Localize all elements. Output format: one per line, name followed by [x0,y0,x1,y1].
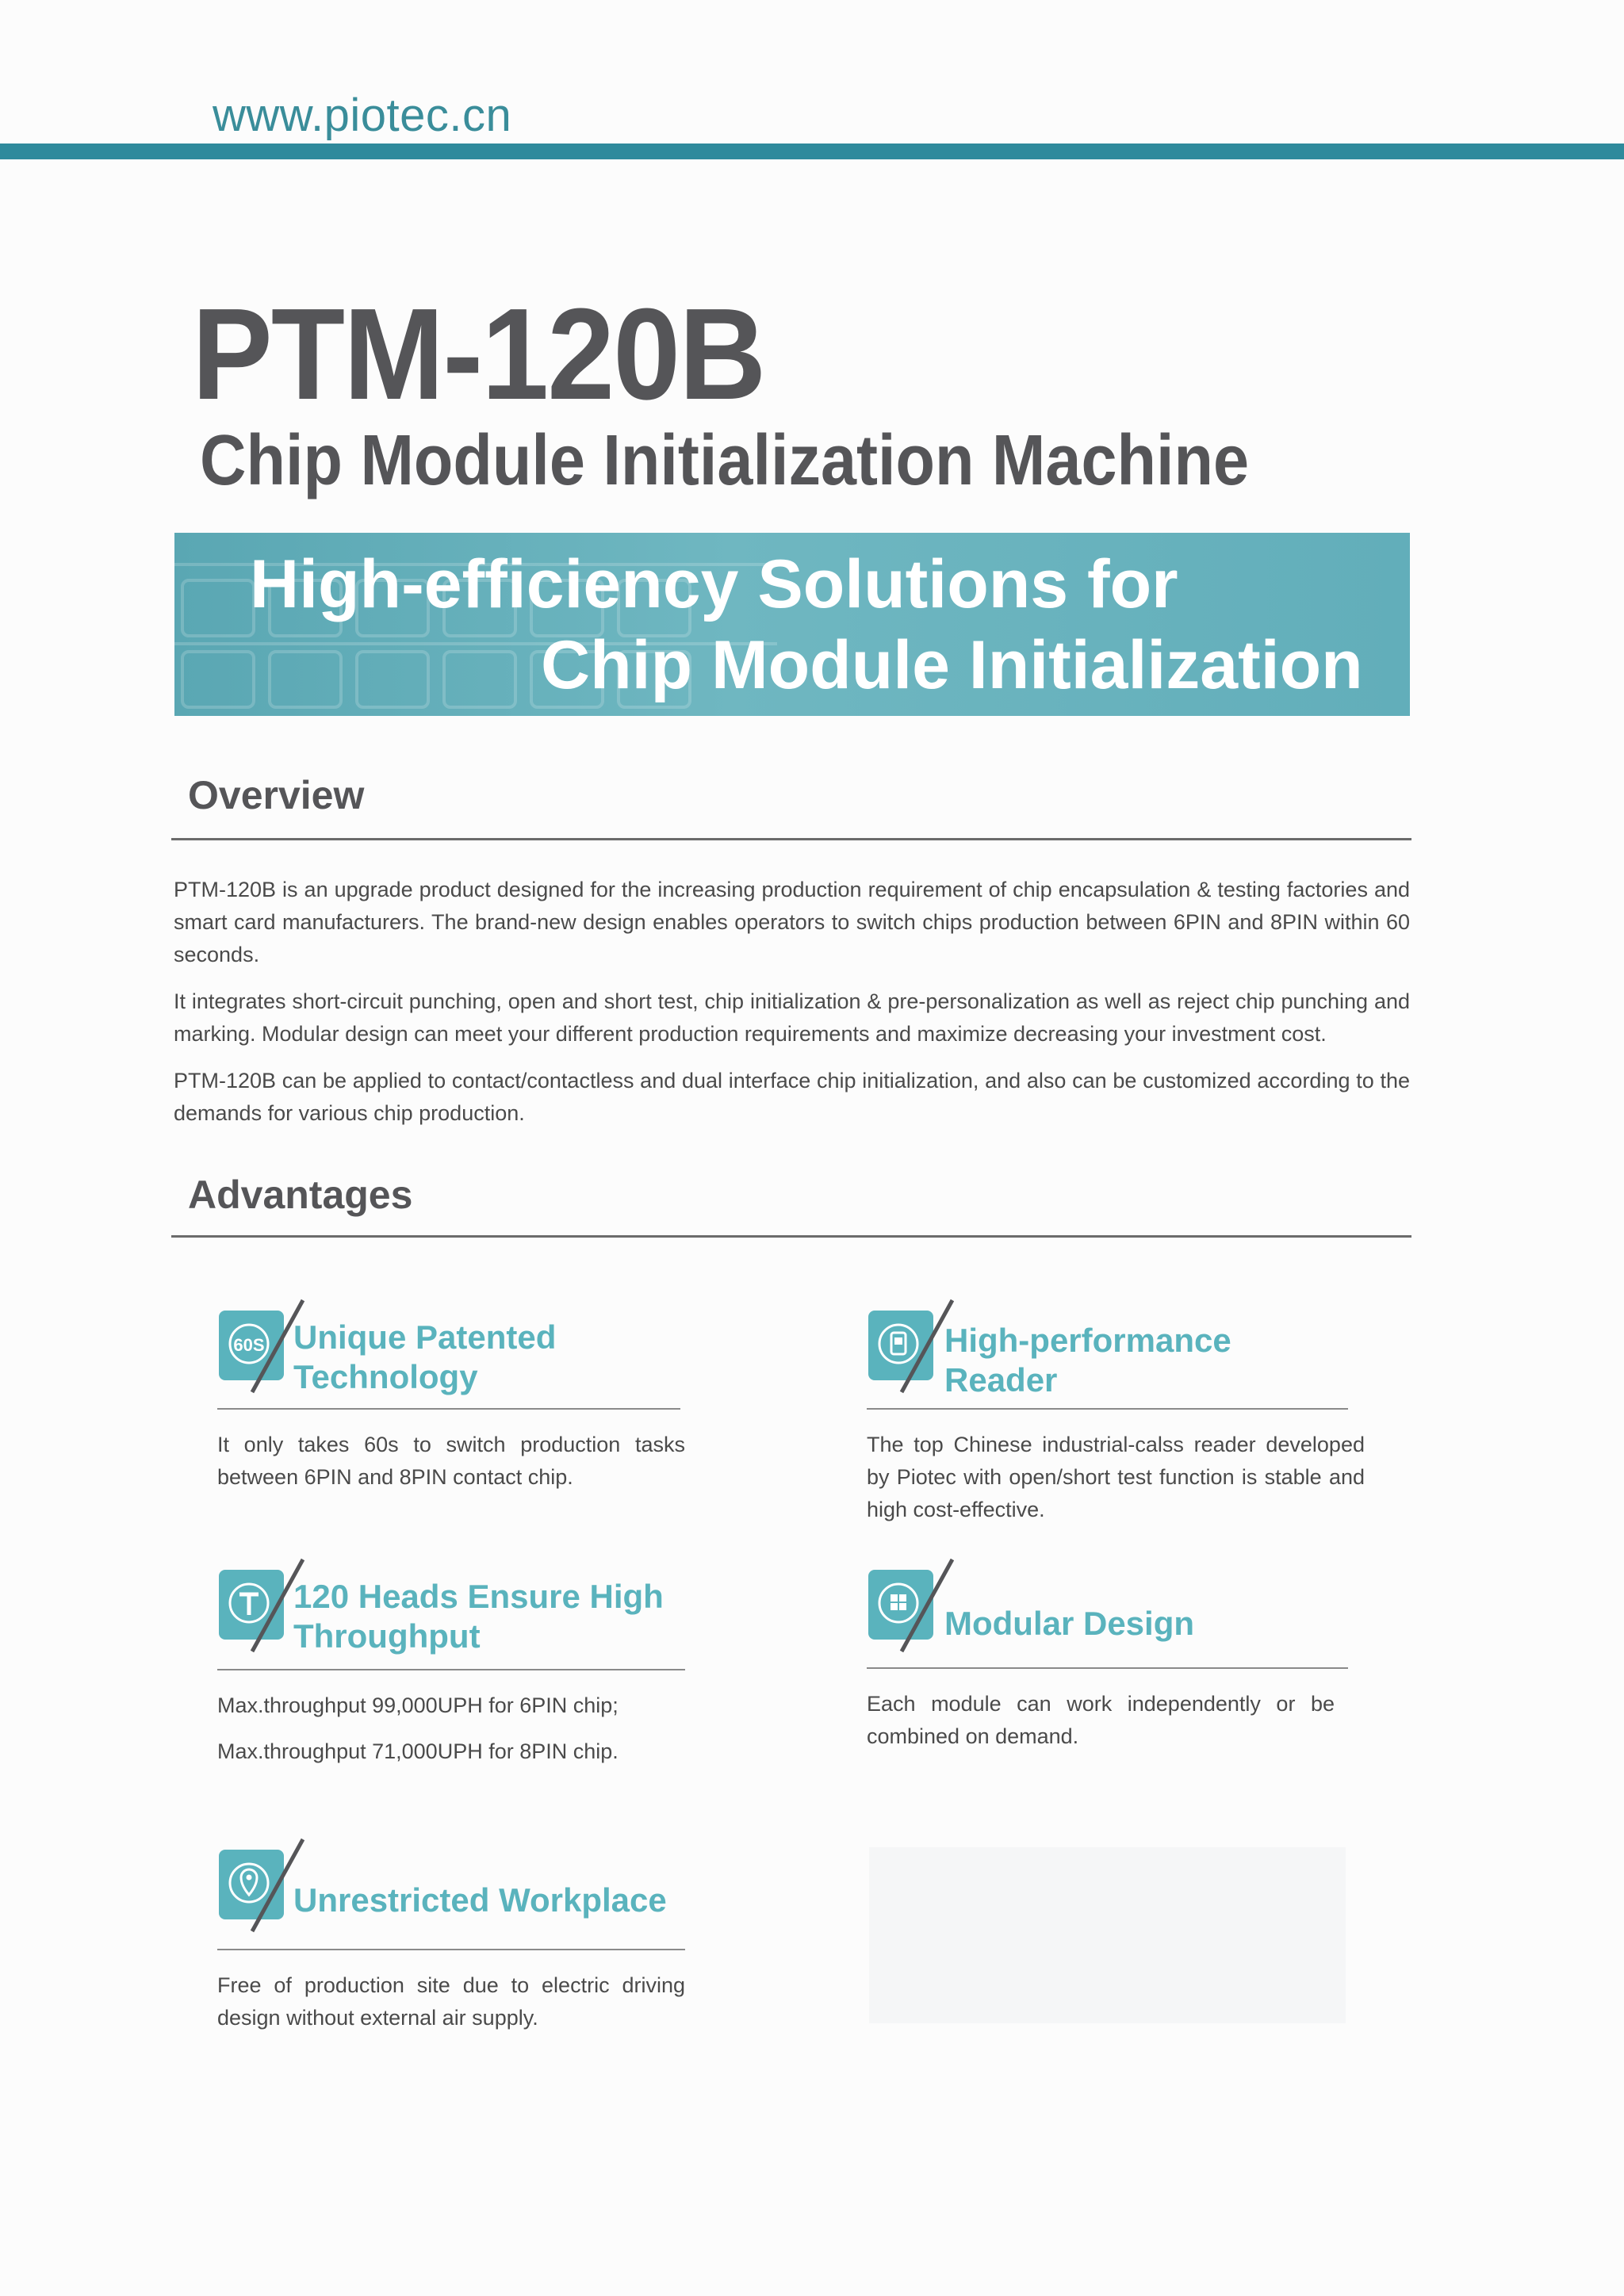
advantage-description [217,1969,685,2049]
advantage-rule [867,1667,1348,1669]
product-code: PTM-120B [192,281,765,427]
advantage-text: Max.throughput 99,000UPH for 6PIN chip; [217,1693,619,1717]
advantage-modular-design [867,1558,1366,1748]
advantages-heading: Advantages [188,1173,413,1217]
advantage-title-line2: Throughput [293,1617,481,1655]
advantages-rule [171,1235,1411,1238]
advantage-rule [867,1408,1348,1410]
print-head-icon [217,1558,304,1653]
advantage-text: Max.throughput 71,000UPH for 8PIN chip. [217,1739,619,1763]
60s-icon-label: 60S [233,1335,265,1355]
advantage-unrestricted-workplace [217,1838,687,2044]
overview-paragraph: PTM-120B is an upgrade product designed for the increasing production requirement of chip encapsulation & testing factories and smart card manufacturers. The brand-new design enables operators to switch chips production between 6PIN and 8PIN within 60 seconds. [174,878,1410,966]
advantage-title: Unrestricted Workplace [293,1881,667,1919]
overview-rule [171,838,1411,840]
advantage-title: Modular Design [944,1605,1195,1642]
location-pin-icon [217,1838,304,1933]
banner-headline-line1: High-efficiency Solutions for [250,546,1178,622]
module-blocks-icon [867,1558,954,1653]
overview-paragraph: It integrates short-circuit punching, open and short test, chip initialization & pre-personalization as well as reject chip punching and marking. Modular design can meet your different production requirements and maximize decreasing your investment cost. [174,989,1410,1046]
advantage-text: Each module can work independently or be combined on demand. [867,1692,1335,1748]
advantage-rule [217,1669,685,1670]
advantage-patented-technology [217,1299,687,1505]
advantage-title: Unique Patented [293,1318,557,1356]
advantage-rule [217,1408,680,1410]
advantage-high-performance-reader [867,1299,1366,1529]
advantage-title-line2: Technology [293,1358,478,1395]
60s-timer-icon [217,1299,304,1394]
overview-heading: Overview [188,773,365,817]
card-reader-icon [867,1299,954,1394]
advantage-title-line2: Reader [944,1361,1058,1399]
header-rule [0,144,1624,159]
banner-headline-line2: Chip Module Initialization [541,627,1363,703]
product-name: Chip Module Initialization Machine [200,421,1250,500]
advantage-description [867,1688,1335,1767]
advantage-text: Free of production site due to electric driving design without external air supply. [217,1973,685,2030]
advantage-120-heads [217,1558,687,1764]
advantage-title: 120 Heads Ensure High [293,1578,664,1615]
overview-body [174,874,1410,1144]
advantage-title: High-performance [944,1322,1231,1359]
empty-panel [869,1847,1346,2023]
site-url[interactable]: www.piotec.cn [213,90,512,141]
advantage-description [867,1429,1365,1540]
advantage-text: The top Chinese industrial-calss reader developed by Piotec with open/short test function is stable and high cost-effective. [867,1433,1365,1521]
advantage-description [217,1429,685,1508]
overview-paragraph: PTM-120B can be applied to contact/contactless and dual interface chip initialization, and also can be customized according to the demands for various chip production. [174,1069,1410,1125]
advantage-rule [217,1949,685,1950]
advantage-description [217,1689,685,1782]
advantage-text: It only takes 60s to switch production tasks between 6PIN and 8PIN contact chip. [217,1433,685,1489]
hero-banner [174,533,1410,716]
